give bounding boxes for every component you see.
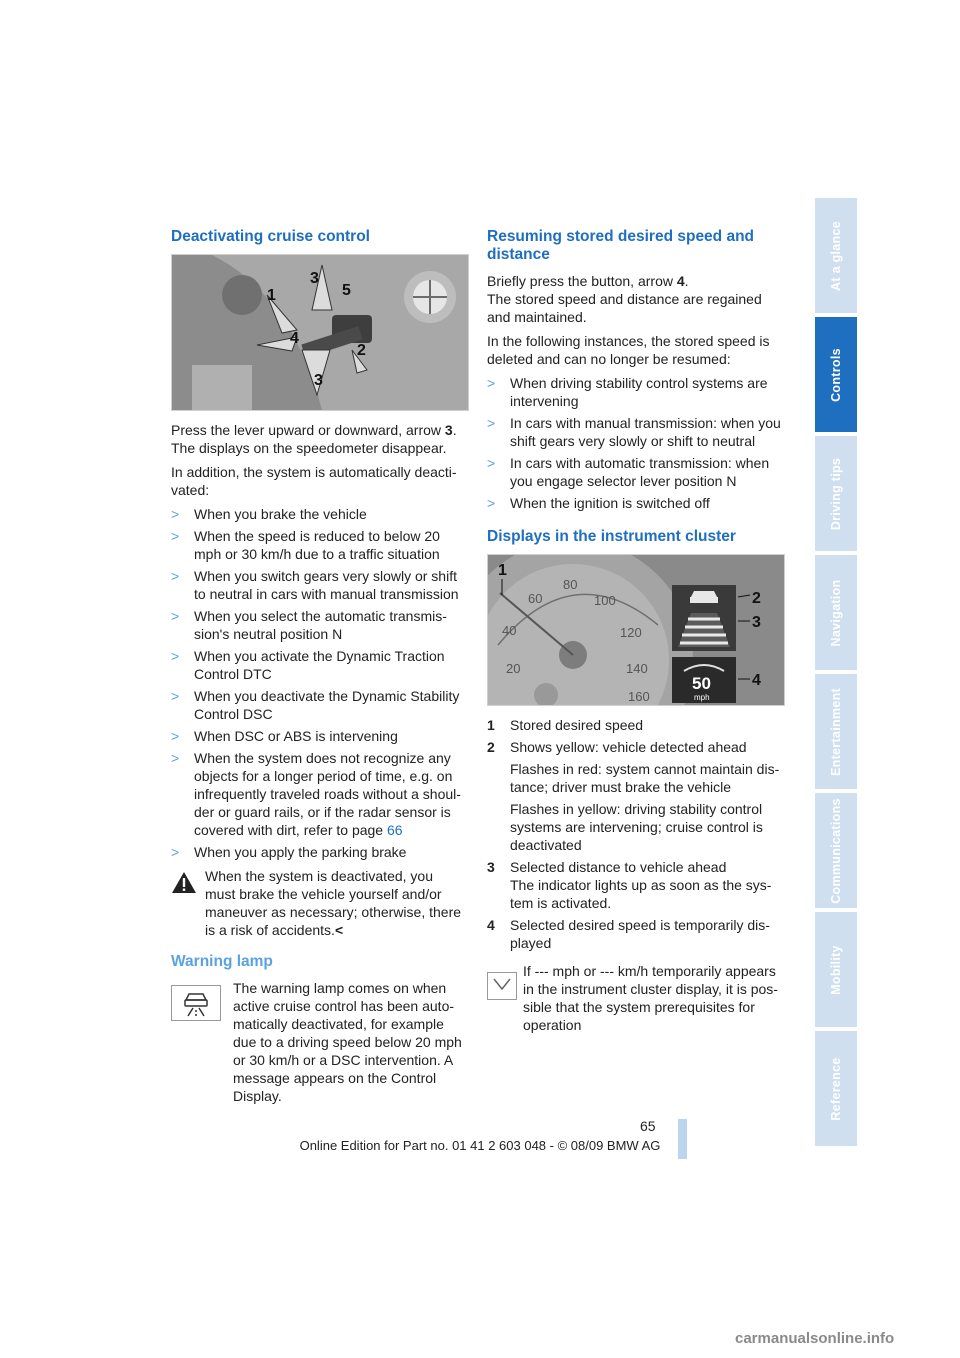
list-item: > In cars with manual transmission: when you shift gears very slowly or shift to neutral [487, 415, 781, 449]
tab-mobility[interactable]: Mobility [815, 912, 857, 1027]
cluster-label-2: 2 [752, 590, 761, 607]
gauge-number-80: 80 [563, 577, 578, 592]
lever-illustration [172, 255, 468, 410]
warning-end-mark: < [334, 922, 344, 938]
gauge-number-40: 40 [502, 623, 517, 638]
list-item: > When DSC or ABS is intervening [171, 728, 398, 744]
tab-driving-tips[interactable]: Driving tips [815, 436, 857, 551]
list-item: > When you brake the vehicle [171, 506, 367, 522]
tab-navigation[interactable]: Navigation [815, 555, 857, 670]
lever-label-3-top: 3 [310, 270, 319, 287]
footer-edition-text: Online Edition for Part no. 01 41 2 603 048 - © 08/09 BMW AG [299, 1138, 661, 1153]
warning-lamp-block [171, 979, 467, 1105]
list-item: 1 Stored desired speed [487, 717, 644, 733]
page-number: 65 [640, 1118, 656, 1134]
cluster-label-3: 3 [752, 614, 761, 631]
cluster-speed-value: 50 [692, 674, 711, 693]
left-column [171, 228, 467, 1105]
note-text: If --- mph or --- km/h temporarily appears in the instrument cluster display, it is pos-sible that the system prerequisites for operation [523, 963, 778, 1033]
lever-label-4: 4 [290, 330, 299, 347]
warning-lamp-text: The warning lamp comes on when active cruise control has been auto-matically deactivated, for example due to a driving speed below 20 mph or 30 km/h or a DSC intervention. A message appears on the Control Display. [233, 980, 462, 1104]
lever-label-2: 2 [357, 342, 366, 359]
lever-figure [171, 254, 469, 411]
cluster-figure [487, 554, 785, 706]
gauge-number-120: 120 [620, 625, 642, 640]
deleted-text: In the following instances, the stored speed is deleted and can no longer be resumed: [487, 333, 770, 367]
list-item: > When the ignition is switched off [487, 495, 710, 511]
list-item: > When you select the automatic transmis-sion's neutral position N [171, 608, 447, 642]
list-item: > When the speed is reduced to below 20 mph or 30 km/h due to a traffic situation [171, 528, 440, 562]
auto-deactivated-text: In addition, the system is automatically deacti-vated: [171, 464, 457, 498]
lever-label-5: 5 [342, 282, 351, 299]
tab-reference[interactable]: Reference [815, 1031, 857, 1146]
list-item: > When you apply the parking brake [171, 844, 407, 860]
warning-text: When the system is deactivated, you must brake the vehicle yourself and/or maneuver as necessary; otherwise, there is a risk of accidents. [205, 868, 462, 938]
cruise-warning-lamp-icon [171, 985, 221, 1021]
lever-label-1: 1 [267, 287, 276, 304]
tab-entertainment[interactable]: Entertainment [815, 674, 857, 789]
gauge-number-140: 140 [626, 661, 648, 676]
chapter-sidebar [815, 198, 857, 1150]
note-check-icon [487, 972, 517, 1000]
press-lever-text: Press the lever upward or downward, arrow 3. The displays on the speedometer disappear. [171, 422, 457, 456]
list-item: > When you activate the Dynamic Traction Control DTC [171, 648, 445, 682]
resume-conditions-list [487, 374, 783, 512]
gauge-number-160: 160 [628, 689, 650, 704]
lever-label-3-bottom: 3 [314, 372, 323, 389]
note-block [487, 962, 783, 1034]
section-title-deactivating: Deactivating cruise control [171, 228, 370, 245]
cluster-speed-unit: mph [694, 693, 710, 702]
list-item: > In cars with automatic transmission: when you engage selector lever position N [487, 455, 770, 489]
instrument-cluster-illustration [488, 555, 784, 705]
cluster-label-4: 4 [752, 672, 761, 689]
gauge-number-20: 20 [506, 661, 521, 676]
list-item: 3 Selected distance to vehicle ahead The indicator lights up as soon as the sys-tem is activated. [487, 859, 772, 911]
cluster-legend-list [487, 716, 783, 952]
right-column [487, 228, 783, 1034]
warning-triangle-icon [171, 871, 197, 894]
warning-notice [171, 867, 467, 939]
tab-at-a-glance[interactable]: At a glance [815, 198, 857, 313]
list-item: 2 Shows yellow: vehicle detected ahead Flashes in red: system cannot maintain dis-tance; driver must brake the vehicle Flashes in yellow: driving stability control systems are intervening; cruise control is deactivated [487, 739, 780, 853]
gauge-number-100: 100 [594, 593, 616, 608]
page-66-link[interactable]: 66 [387, 822, 403, 838]
section-title-warning-lamp: Warning lamp [171, 953, 273, 970]
list-item: > When you deactivate the Dynamic Stability Control DSC [171, 688, 460, 722]
deactivation-list [171, 505, 467, 861]
list-item: 4 Selected desired speed is temporarily dis-played [487, 917, 770, 951]
section-title-resuming: Resuming stored desired speed and distance [487, 228, 755, 263]
cluster-label-1: 1 [498, 562, 507, 579]
watermark-text: carmanualsonline.info [735, 1330, 895, 1347]
list-item: > When you switch gears very slowly or shift to neutral in cars with manual transmission [171, 568, 459, 602]
section-title-cluster: Displays in the instrument cluster [487, 528, 736, 545]
tab-communications[interactable]: Communications [815, 793, 857, 908]
tab-controls[interactable]: Controls [815, 317, 857, 432]
list-item: > When driving stability control systems are intervening [487, 375, 768, 409]
resume-text: Briefly press the button, arrow 4. The stored speed and distance are regained and maintained. [487, 273, 762, 325]
list-item: > When the system does not recognize any objects for a longer period of time, e.g. on infrequently traveled roads without a shoul-der or guard rails, or if the radar sensor is covered with dirt, refer to page 66 [171, 750, 461, 838]
gauge-number-60: 60 [528, 591, 543, 606]
